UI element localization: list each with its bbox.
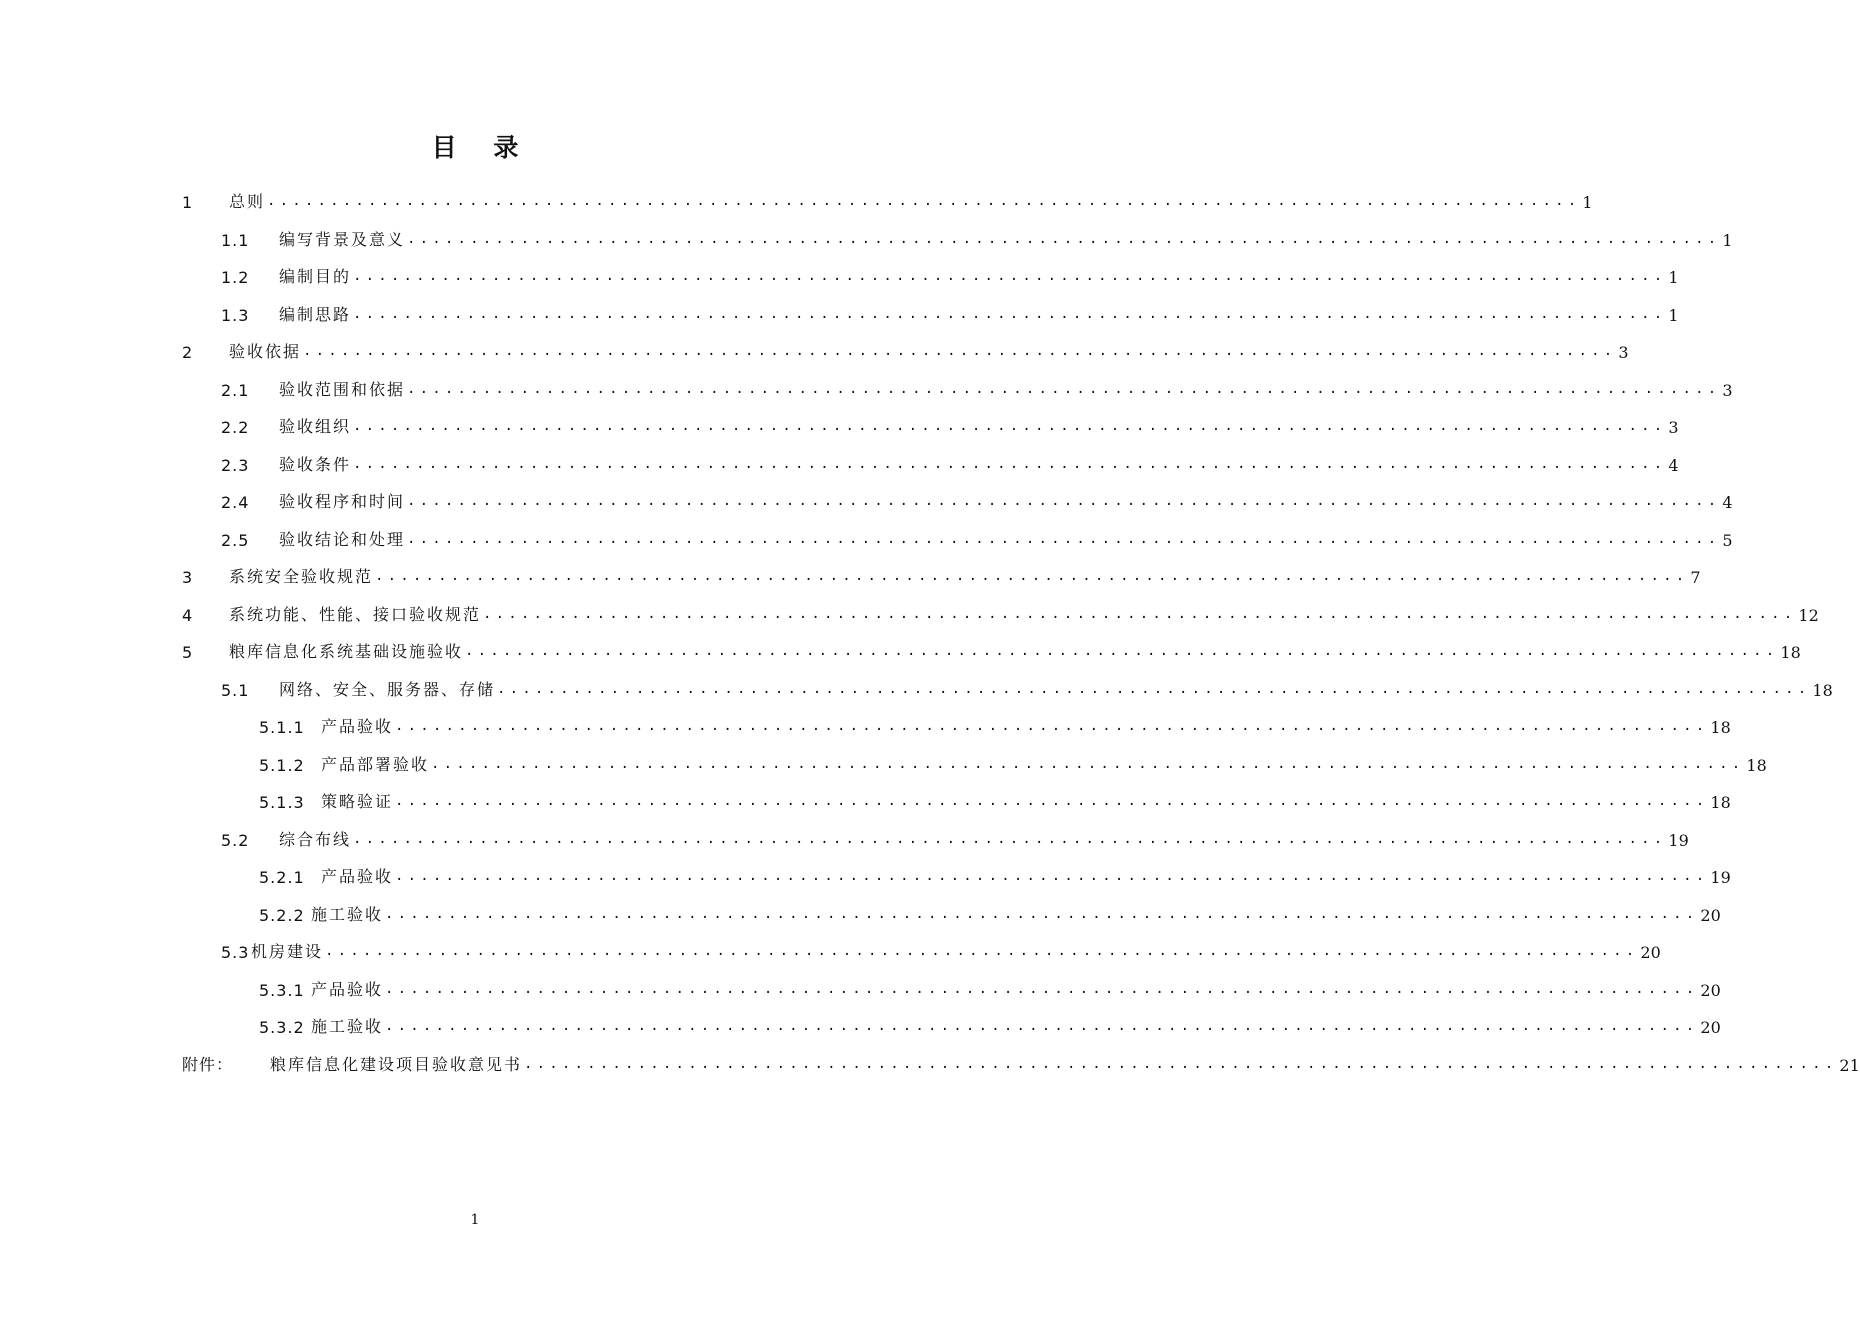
toc-entry[interactable] bbox=[182, 563, 1701, 587]
toc-leader-dots: ........................................................................................................ bbox=[465, 643, 1779, 659]
toc-entry-number: 1.3 bbox=[221, 306, 250, 325]
toc-entry-text: 策略验证 bbox=[321, 792, 394, 811]
toc-entry-page: 18 bbox=[1780, 643, 1801, 662]
toc-entry-number: 5.2.1 bbox=[259, 868, 305, 887]
toc-entry[interactable] bbox=[259, 976, 1721, 1000]
toc-entry-number: 5.1.3 bbox=[259, 793, 305, 812]
toc-entry-text: 验收结论和处理 bbox=[279, 530, 406, 549]
toc-entry[interactable] bbox=[221, 301, 1679, 325]
toc-entry-text: 验收依据 bbox=[229, 342, 302, 361]
toc-entry-text: 验收组织 bbox=[279, 417, 352, 436]
toc-leader-dots: ........................................................................................................ bbox=[353, 831, 1667, 847]
toc-leader-dots: ........................................................................................................ bbox=[353, 456, 1667, 472]
toc-entry-page: 18 bbox=[1812, 681, 1833, 700]
toc-entry-number: 5.3 bbox=[221, 943, 250, 962]
toc-entry-page: 20 bbox=[1640, 943, 1661, 962]
toc-entry-page: 18 bbox=[1710, 793, 1731, 812]
toc-entry[interactable] bbox=[182, 338, 1629, 362]
toc-entry-text: 网络、安全、服务器、存储 bbox=[279, 680, 496, 699]
toc-leader-dots: ........................................................................................................ bbox=[395, 793, 1709, 809]
toc-entry-number: 附件： bbox=[182, 1055, 234, 1074]
toc-entry-number: 5.1.1 bbox=[259, 718, 305, 737]
toc-entry[interactable] bbox=[259, 901, 1721, 925]
toc-entry-page: 19 bbox=[1710, 868, 1731, 887]
toc-entry-text: 施工验收 bbox=[311, 1017, 384, 1036]
toc-entry-number: 2.3 bbox=[221, 456, 250, 475]
toc-entry-page: 3 bbox=[1618, 343, 1629, 362]
toc-entry-page: 18 bbox=[1746, 756, 1767, 775]
toc-entry-text: 编制目的 bbox=[279, 267, 352, 286]
toc-entry-page: 4 bbox=[1668, 456, 1679, 475]
toc-entry-text: 产品验收 bbox=[321, 867, 394, 886]
toc-entry-number: 3 bbox=[182, 568, 194, 587]
toc-entry[interactable] bbox=[259, 1013, 1721, 1037]
toc-entry-page: 20 bbox=[1700, 1018, 1721, 1037]
toc-entry-page: 1 bbox=[1668, 268, 1679, 287]
toc-entry-number: 1.1 bbox=[221, 231, 250, 250]
toc-entry[interactable] bbox=[182, 638, 1801, 662]
toc-entry-page: 5 bbox=[1722, 531, 1733, 550]
toc-entry-page: 3 bbox=[1668, 418, 1679, 437]
toc-entry-page: 1 bbox=[1668, 306, 1679, 325]
toc-leader-dots: ........................................................................................................ bbox=[385, 981, 1699, 997]
toc-entry-page: 20 bbox=[1700, 906, 1721, 925]
toc-entry-number: 2.4 bbox=[221, 493, 250, 512]
toc-entry-number: 5 bbox=[182, 643, 194, 662]
toc-entry-page: 21 bbox=[1839, 1056, 1860, 1075]
toc-entry[interactable] bbox=[182, 188, 1593, 212]
toc-entry[interactable] bbox=[182, 1051, 1860, 1075]
toc-leader-dots: ........................................................................................................ bbox=[395, 718, 1709, 734]
toc-entry[interactable] bbox=[182, 601, 1819, 625]
toc-entry-page: 3 bbox=[1722, 381, 1733, 400]
toc-entry-page: 12 bbox=[1798, 606, 1819, 625]
toc-leader-dots: ........................................................................................................ bbox=[407, 381, 1721, 397]
toc-leader-dots: ........................................................................................................ bbox=[407, 231, 1721, 247]
toc-entry-page: 19 bbox=[1668, 831, 1689, 850]
toc-entry[interactable] bbox=[221, 226, 1733, 250]
toc-entry-number: 2.5 bbox=[221, 531, 250, 550]
toc-entry-page: 18 bbox=[1710, 718, 1731, 737]
toc-entry-text: 粮库信息化建设项目验收意见书 bbox=[270, 1055, 523, 1074]
toc-leader-dots: ........................................................................................................ bbox=[353, 268, 1667, 284]
toc-leader-dots: ........................................................................................................ bbox=[497, 681, 1811, 697]
toc-entry[interactable] bbox=[221, 488, 1733, 512]
toc-entry-text: 验收条件 bbox=[279, 455, 352, 474]
toc-entry-text: 编制思路 bbox=[279, 305, 352, 324]
toc-entry-number: 5.1 bbox=[221, 681, 250, 700]
toc-leader-dots: ........................................................................................................ bbox=[407, 531, 1721, 547]
toc-entry[interactable] bbox=[259, 788, 1731, 812]
toc-entry-number: 5.2.2 bbox=[259, 906, 305, 925]
toc-entry[interactable] bbox=[221, 263, 1679, 287]
toc-leader-dots: ........................................................................................................ bbox=[395, 868, 1709, 884]
toc-leader-dots: ........................................................................................................ bbox=[385, 1018, 1699, 1034]
toc-entry[interactable] bbox=[259, 751, 1767, 775]
toc-entry-text: 验收程序和时间 bbox=[279, 492, 406, 511]
toc-entry-page: 7 bbox=[1690, 568, 1701, 587]
toc-entry[interactable] bbox=[221, 826, 1689, 850]
toc-entry[interactable] bbox=[221, 526, 1733, 550]
toc-entry-page: 1 bbox=[1582, 193, 1593, 212]
toc-leader-dots: ........................................................................................................ bbox=[524, 1056, 1838, 1072]
toc-entry-number: 2.2 bbox=[221, 418, 250, 437]
toc-entry-text: 产品验收 bbox=[321, 717, 394, 736]
toc-entry[interactable] bbox=[221, 676, 1833, 700]
toc-entry-text: 施工验收 bbox=[311, 905, 384, 924]
toc-entry[interactable] bbox=[221, 938, 1661, 962]
toc-entry-text: 系统安全验收规范 bbox=[229, 567, 374, 586]
toc-leader-dots: ........................................................................................................ bbox=[431, 756, 1745, 772]
toc-entry-number: 5.3.1 bbox=[259, 981, 305, 1000]
toc-leader-dots: ........................................................................................................ bbox=[385, 906, 1699, 922]
toc-entry-text: 总则 bbox=[229, 192, 266, 211]
toc-entry-text: 机房建设 bbox=[251, 942, 324, 961]
toc-leader-dots: ........................................................................................................ bbox=[353, 418, 1667, 434]
toc-entry-number: 2.1 bbox=[221, 381, 250, 400]
toc-entry-number: 5.2 bbox=[221, 831, 250, 850]
toc-entry[interactable] bbox=[221, 376, 1733, 400]
toc-entry-page: 1 bbox=[1722, 231, 1733, 250]
toc-leader-dots: ........................................................................................................ bbox=[483, 606, 1797, 622]
toc-entry[interactable] bbox=[221, 451, 1679, 475]
toc-leader-dots: ........................................................................................................ bbox=[325, 943, 1639, 959]
toc-entry-text: 验收范围和依据 bbox=[279, 380, 406, 399]
toc-entry-number: 5.3.2 bbox=[259, 1018, 305, 1037]
toc-leader-dots: ........................................................................................................ bbox=[267, 193, 1581, 209]
toc-entry-text: 综合布线 bbox=[279, 830, 352, 849]
toc-entry[interactable] bbox=[221, 413, 1679, 437]
toc-leader-dots: ........................................................................................................ bbox=[407, 493, 1721, 509]
toc-leader-dots: ........................................................................................................ bbox=[375, 568, 1689, 584]
toc-entry-text: 粮库信息化系统基础设施验收 bbox=[229, 642, 464, 661]
toc-entry-number: 1.2 bbox=[221, 268, 250, 287]
page-number: 1 bbox=[470, 1212, 480, 1228]
toc-entry-text: 产品验收 bbox=[311, 980, 384, 999]
toc-entry-number: 2 bbox=[182, 343, 194, 362]
toc-entry-number: 1 bbox=[182, 193, 194, 212]
toc-entry[interactable] bbox=[259, 863, 1731, 887]
toc-entry-text: 编写背景及意义 bbox=[279, 230, 406, 249]
toc-title: 目 录 bbox=[431, 133, 533, 162]
toc-entry-page: 4 bbox=[1722, 493, 1733, 512]
toc-leader-dots: ........................................................................................................ bbox=[303, 343, 1617, 359]
toc-entry-text: 系统功能、性能、接口验收规范 bbox=[229, 605, 482, 624]
toc-entry-page: 20 bbox=[1700, 981, 1721, 1000]
toc-entry-text: 产品部署验收 bbox=[321, 755, 430, 774]
toc-entry-number: 5.1.2 bbox=[259, 756, 305, 775]
toc-entry[interactable] bbox=[259, 713, 1731, 737]
toc-entry-number: 4 bbox=[182, 606, 194, 625]
toc-leader-dots: ........................................................................................................ bbox=[353, 306, 1667, 322]
